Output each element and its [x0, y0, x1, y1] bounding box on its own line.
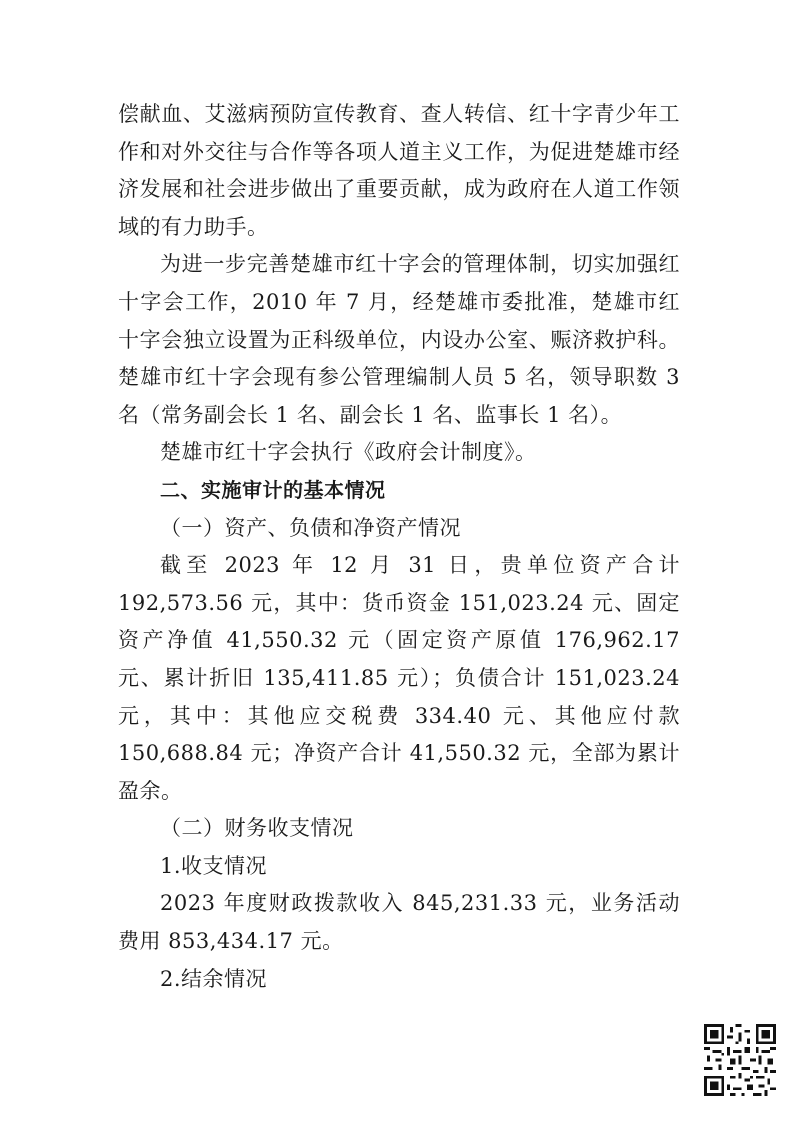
paragraph-management: 为进一步完善楚雄市红十字会的管理体制，切实加强红十字会工作，2010 年 7 月，经楚雄市委批准，楚雄市红十字会独立设置为正科级单位，内设办公室、赈济救护科。楚雄市红十字会现有参公管理编制人员 5 名，领导职数 3 名（常务副会长 1 名、副会长 1 名、监事长 1 名）。: [118, 252, 680, 427]
subheading-financial-income-expense: （二）财务收支情况: [160, 816, 354, 841]
paragraph-assets: 截至 2023 年 12 月 31 日，贵单位资产合计 192,573.56 元，其中：货币资金 151,023.24 元、固定资产净值 41,550.32 元（固定资产原值 176,962.17 元、累计折旧 135,411.85 元）；负债合计 151,023.24 元，其中：其他应交税费 334.40 元、其他应付款 150,688.84 元；净资产合计 41,550.32 元，全部为累计盈余。: [118, 553, 680, 803]
body-text: [118, 96, 680, 998]
paragraph-income: 2023 年度财政拨款收入 845,231.33 元，业务活动费用 853,434.17 元。: [118, 891, 680, 954]
item-heading-balance: 2.结余情况: [160, 966, 268, 991]
paragraph-continued: 偿献血、艾滋病预防宣传教育、查人转信、红十字青少年工作和对外交往与合作等各项人道主义工作，为促进楚雄市经济发展和社会进步做出了重要贡献，成为政府在人道工作领域的有力助手。: [118, 102, 680, 239]
item-heading-income-expense: 1.收支情况: [160, 853, 268, 878]
subheading-assets-liabilities: （一）资产、负债和净资产情况: [160, 515, 461, 540]
paragraph-accounting-system: 楚雄市红十字会执行《政府会计制度》。: [160, 440, 537, 465]
qr-code-icon: [704, 1024, 776, 1096]
section-heading-audit-basics: 二、实施审计的基本情况: [160, 477, 386, 502]
